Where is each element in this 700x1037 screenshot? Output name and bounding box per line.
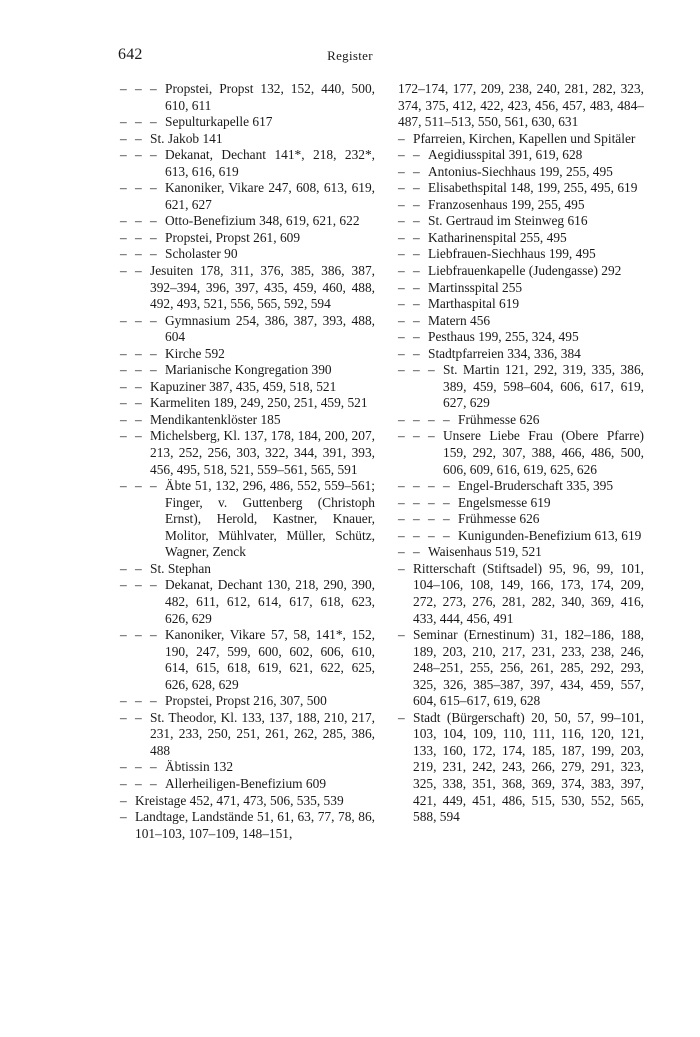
index-entry [120,759,375,776]
level-dash: – [150,759,157,775]
index-entry [120,478,375,561]
index-entry-text: Michelsberg, Kl. 137, 178, 184, 200, 207, 213, 252, 256, 303, 322, 344, 391, 393, 456, 495, 518, 521, 559–561, 565, 591 [150,428,375,477]
index-entry-text: Frühmesse 626 [458,411,540,427]
index-entry-text: Gymnasium 254, 386, 387, 393, 488, 604 [165,312,375,345]
index-entry-text: Stadt (Bürgerschaft) 20, 50, 57, 99–101, 103, 104, 109, 110, 111, 116, 120, 121, 133, 160, 172, 174, 185, 187, 199, 203, 219, 231, 242, 243, 266, 279, 291, 323, 325, 338, 351, 368, 369, 374, 383, 397, 421, 449, 451, 486, 515, 530, 552, 565, 588, 594 [413,709,644,825]
level-dash: – [398,709,405,725]
index-entry-text: Frühmesse 626 [458,511,540,527]
level-dash: – [150,627,157,643]
level-dash: – [120,213,127,229]
level-dash: – [398,478,405,494]
index-entry [398,346,644,363]
index-entry-text: 172–174, 177, 209, 238, 240, 281, 282, 323, 374, 375, 412, 422, 423, 456, 457, 483, 484–487, 511–513, 550, 561, 630, 631 [398,81,644,130]
level-dash: – [398,527,405,543]
index-column-right [398,81,644,826]
level-dash: – [135,263,142,279]
index-entry-text: Dekanat, Dechant 130, 218, 290, 390, 482, 611, 612, 614, 617, 618, 623, 626, 629 [165,577,375,626]
index-entry [398,81,644,131]
level-dash: – [413,411,420,427]
index-entry [120,230,375,247]
level-dash: – [120,180,127,196]
index-entry [120,313,375,346]
level-dash: – [398,627,405,643]
level-dash: – [443,511,450,527]
index-entry-text: Propstei, Propst 216, 307, 500 [165,693,327,709]
index-entry [398,313,644,330]
index-entry-text: Liebfrauenkapelle (Judengasse) 292 [428,263,622,279]
index-entry-text: St. Gertraud im Steinweg 616 [428,213,588,229]
level-dash: – [413,163,420,179]
index-entry-text: Marthaspital 619 [428,296,520,312]
page-number: 642 [118,46,143,63]
level-dash: – [413,229,420,245]
index-entry [398,230,644,247]
level-dash: – [150,114,157,130]
index-entry-text: Propstei, Propst 261, 609 [165,229,301,245]
level-dash: – [398,196,405,212]
level-dash: – [428,494,435,510]
index-entry [120,412,375,429]
level-dash: – [428,511,435,527]
level-dash: – [398,147,405,163]
level-dash: – [135,81,142,96]
index-entry [398,710,644,826]
level-dash: – [398,130,405,146]
level-dash: – [120,362,127,378]
level-dash: – [398,544,405,560]
level-dash: – [120,81,127,96]
index-entry-text: Landtage, Landstände 51, 61, 63, 77, 78, 86, 101–103, 107–109, 148–151, [135,809,375,841]
index-entry [120,776,375,793]
index-entry-text: Katharinenspital 255, 495 [428,229,567,245]
level-dash: – [120,693,127,709]
level-dash: – [398,362,405,378]
level-dash: – [428,362,435,378]
level-dash: – [150,478,157,494]
level-dash: – [398,560,405,576]
level-dash: – [398,263,405,279]
level-dash: – [120,378,127,394]
index-entry [120,710,375,760]
index-entry [120,627,375,693]
index-entry [120,793,375,810]
index-entry-text: Kirche 592 [165,345,225,361]
index-entry-text: Ritterschaft (Stiftsadel) 95, 96, 99, 101, 104–106, 108, 149, 166, 173, 174, 209, 272, 273, 276, 281, 282, 340, 369, 416, 433, 444, 456, 491 [413,560,644,626]
level-dash: – [120,114,127,130]
level-dash: – [135,428,142,444]
level-dash: – [413,312,420,328]
level-dash: – [443,411,450,427]
index-entry-text: Aegidiusspital 391, 619, 628 [428,147,583,163]
index-column-left [120,81,375,842]
level-dash: – [120,560,127,576]
level-dash: – [398,246,405,262]
level-dash: – [413,362,420,378]
index-entry-text: Kreistage 452, 471, 473, 506, 535, 539 [135,792,344,808]
level-dash: – [150,213,157,229]
level-dash: – [443,527,450,543]
level-dash: – [413,478,420,494]
level-dash: – [443,478,450,494]
index-entry [120,346,375,363]
level-dash: – [135,130,142,146]
level-dash: – [413,147,420,163]
level-dash: – [120,411,127,427]
level-dash: – [413,296,420,312]
level-dash: – [398,279,405,295]
index-entry-text: Engel-Bruderschaft 335, 395 [458,478,614,494]
level-dash: – [135,229,142,245]
level-dash: – [398,428,405,444]
index-entry [120,395,375,412]
level-dash: – [135,775,142,791]
level-dash: – [135,577,142,593]
index-entry [398,511,644,528]
level-dash: – [135,180,142,196]
level-dash: – [398,229,405,245]
index-entry [398,528,644,545]
index-entry [398,213,644,230]
level-dash: – [135,411,142,427]
index-entry-text: Mendikantenklöster 185 [150,411,281,427]
index-entry [120,428,375,478]
level-dash: – [120,130,127,146]
index-entry [120,577,375,627]
level-dash: – [398,329,405,345]
level-dash: – [135,478,142,494]
level-dash: – [398,213,405,229]
index-entry [398,197,644,214]
level-dash: – [135,114,142,130]
index-entry-text: Elisabethspital 148, 199, 255, 495, 619 [428,180,638,196]
level-dash: – [135,709,142,725]
level-dash: – [135,693,142,709]
index-entry-text: St. Theodor, Kl. 133, 137, 188, 210, 217, 231, 233, 250, 251, 261, 262, 285, 386, 488 [150,709,375,758]
index-entry [398,544,644,561]
index-entry-text: Matern 456 [428,312,491,328]
index-entry [398,180,644,197]
index-entry-text: Pesthaus 199, 255, 324, 495 [428,329,579,345]
level-dash: – [120,395,127,411]
index-entry-text: Martinsspital 255 [428,279,523,295]
index-entry [120,114,375,131]
index-entry [398,627,644,710]
level-dash: – [150,147,157,163]
level-dash: – [428,411,435,427]
level-dash: – [413,279,420,295]
index-entry [398,478,644,495]
level-dash: – [413,544,420,560]
level-dash: – [150,312,157,328]
index-entry-text: Unsere Liebe Frau (Obere Pfarre) 159, 292, 307, 388, 466, 486, 500, 606, 609, 616, 619, 625, 626 [443,428,644,477]
index-entry [398,495,644,512]
index-entry [398,280,644,297]
index-entry [398,263,644,280]
level-dash: – [413,263,420,279]
level-dash: – [120,478,127,494]
index-entry [398,296,644,313]
level-dash: – [150,693,157,709]
index-entry [120,362,375,379]
index-entry [120,693,375,710]
level-dash: – [428,428,435,444]
level-dash: – [398,296,405,312]
level-dash: – [120,709,127,725]
level-dash: – [150,180,157,196]
index-entry [120,263,375,313]
level-dash: – [413,329,420,345]
index-entry-text: Otto-Benefizium 348, 619, 621, 622 [165,213,360,229]
index-entry-text: Karmeliten 189, 249, 250, 251, 459, 521 [150,395,368,411]
level-dash: – [150,362,157,378]
level-dash: – [150,775,157,791]
index-entry [398,561,644,627]
running-head: Register [327,48,373,63]
level-dash: – [135,378,142,394]
level-dash: – [120,229,127,245]
level-dash: – [120,312,127,328]
index-entry-text: Marianische Kongregation 390 [165,362,332,378]
level-dash: – [120,775,127,791]
level-dash: – [135,312,142,328]
level-dash: – [120,428,127,444]
level-dash: – [135,362,142,378]
level-dash: – [413,527,420,543]
level-dash: – [135,147,142,163]
level-dash: – [120,263,127,279]
level-dash: – [398,494,405,510]
level-dash: – [135,560,142,576]
level-dash: – [150,81,157,96]
level-dash: – [398,180,405,196]
level-dash: – [120,792,127,808]
index-entry [398,362,644,412]
level-dash: – [428,527,435,543]
index-entry-text: Kunigunden-Benefizium 613, 619 [458,527,642,543]
level-dash: – [120,147,127,163]
level-dash: – [120,345,127,361]
index-entry [398,329,644,346]
level-dash: – [398,411,405,427]
index-entry [120,81,375,114]
level-dash: – [135,395,142,411]
index-entry-text: St. Martin 121, 292, 319, 335, 386, 389, 459, 598–604, 606, 617, 619, 627, 629 [443,362,644,411]
level-dash: – [135,246,142,262]
level-dash: – [413,196,420,212]
index-entry-text: Äbtissin 132 [165,759,234,775]
index-entry-text: Kanoniker, Vikare 247, 608, 613, 619, 621, 627 [165,180,375,212]
index-entry [120,809,375,842]
level-dash: – [120,627,127,643]
index-entry-text: Allerheiligen-Benefizium 609 [165,775,327,791]
level-dash: – [120,809,127,825]
level-dash: – [413,180,420,196]
index-entry [120,379,375,396]
index-entry [398,147,644,164]
level-dash: – [413,213,420,229]
level-dash: – [413,428,420,444]
index-entry-text: Kapuziner 387, 435, 459, 518, 521 [150,378,337,394]
index-entry-text: Sepulturkapelle 617 [165,114,273,130]
level-dash: – [135,345,142,361]
level-dash: – [150,345,157,361]
level-dash: – [413,246,420,262]
level-dash: – [398,511,405,527]
level-dash: – [120,759,127,775]
level-dash: – [150,246,157,262]
index-entry-text: Dekanat, Dechant 141*, 218, 232*, 613, 616, 619 [165,147,375,179]
index-entry [120,180,375,213]
level-dash: – [413,511,420,527]
level-dash: – [135,213,142,229]
level-dash: – [135,627,142,643]
index-entry-text: St. Jakob 141 [150,130,223,146]
level-dash: – [413,345,420,361]
index-entry-text: St. Stephan [150,560,212,576]
index-entry [120,246,375,263]
level-dash: – [135,759,142,775]
index-entry-text: Waisenhaus 519, 521 [428,544,542,560]
index-entry [398,412,644,429]
index-entry-text: Propstei, Propst 132, 152, 440, 500, 610, 611 [165,81,375,113]
index-entry-text: Franzosenhaus 199, 255, 495 [428,196,585,212]
index-entry-text: Engelsmesse 619 [458,494,551,510]
level-dash: – [398,345,405,361]
level-dash: – [443,494,450,510]
index-entry-text: Äbte 51, 132, 296, 486, 552, 559–561; Finger, v. Guttenberg (Christoph Ernst), Herold, Kastner, Knauer, Molitor, Mühlvater, Müller, Schütz, Wagner, Zenck [165,478,375,560]
level-dash: – [413,494,420,510]
index-entry-text: Kanoniker, Vikare 57, 58, 141*, 152, 190, 247, 599, 600, 602, 606, 610, 614, 615, 618, 619, 621, 622, 625, 626, 628, 629 [165,627,375,692]
level-dash: – [150,229,157,245]
index-entry-text: Stadtpfarreien 334, 336, 384 [428,345,581,361]
level-dash: – [398,163,405,179]
index-entry-text: Seminar (Ernestinum) 31, 182–186, 188, 189, 203, 210, 217, 231, 233, 238, 246, 248–251, 255, 256, 261, 285, 292, 293, 325, 326, 385–387, 397, 434, 459, 557, 604, 615–617, 619, 628 [413,627,644,709]
index-entry-text: Liebfrauen-Siechhaus 199, 495 [428,246,596,262]
index-entry [398,246,644,263]
index-entry [398,428,644,478]
index-entry [120,561,375,578]
index-entry [120,147,375,180]
level-dash: – [120,577,127,593]
index-entry-text: Antonius-Siechhaus 199, 255, 495 [428,163,613,179]
index-entry [120,131,375,148]
index-entry-text: Scholaster 90 [165,246,238,262]
level-dash: – [120,246,127,262]
index-entry [398,164,644,181]
index-entry [120,213,375,230]
level-dash: – [150,577,157,593]
level-dash: – [398,312,405,328]
index-entry [398,131,644,148]
level-dash: – [428,478,435,494]
index-entry-text: Jesuiten 178, 311, 376, 385, 386, 387, 392–394, 396, 397, 435, 459, 460, 488, 492, 493, 521, 556, 565, 592, 594 [150,263,375,312]
index-entry-text: Pfarreien, Kirchen, Kapellen und Spitäler [413,130,636,146]
